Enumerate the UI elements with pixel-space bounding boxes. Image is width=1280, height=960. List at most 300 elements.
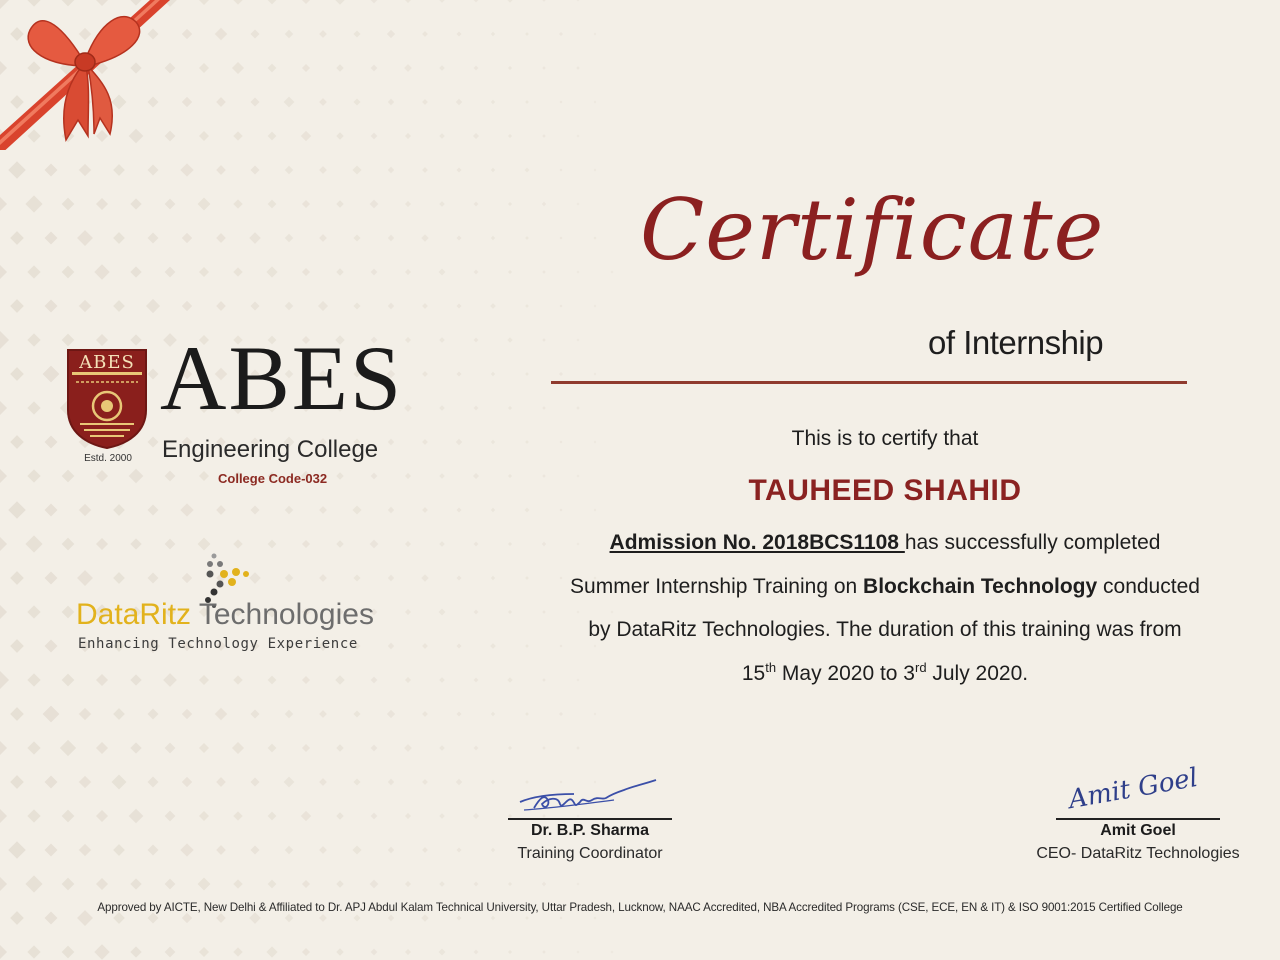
pattern-diamond: [336, 948, 343, 955]
pattern-diamond: [405, 269, 411, 275]
dataritz-tagline: Enhancing Technology Experience: [78, 636, 358, 652]
pattern-diamond: [388, 303, 394, 309]
pattern-diamond: [62, 878, 75, 891]
pattern-diamond: [370, 540, 379, 549]
pattern-diamond: [182, 29, 192, 39]
pattern-diamond: [353, 234, 360, 241]
pattern-diamond: [542, 202, 546, 206]
pattern-diamond: [405, 201, 411, 207]
pattern-diamond: [439, 609, 446, 616]
pattern-diamond: [388, 167, 394, 173]
pattern-diamond: [474, 950, 479, 955]
pattern-diamond: [525, 304, 529, 308]
pattern-diamond: [336, 64, 343, 71]
pattern-diamond: [165, 539, 176, 550]
pattern-diamond: [285, 302, 293, 310]
pattern-diamond: [27, 605, 40, 618]
pattern-diamond: [371, 813, 378, 820]
pattern-diamond: [371, 745, 378, 752]
pattern-diamond: [507, 677, 512, 682]
pattern-diamond: [25, 195, 42, 212]
pattern-diamond: [577, 883, 580, 886]
pattern-diamond: [113, 232, 125, 244]
pattern-diamond: [79, 504, 91, 516]
signatory-1-role: Training Coordinator: [517, 845, 663, 862]
pattern-diamond: [199, 743, 209, 753]
pattern-diamond: [250, 165, 259, 174]
pattern-diamond: [96, 538, 108, 550]
pattern-diamond: [353, 914, 360, 921]
pattern-diamond: [353, 710, 360, 717]
pattern-diamond: [27, 333, 40, 346]
pattern-diamond: [353, 778, 360, 785]
pattern-diamond: [180, 163, 193, 176]
pattern-diamond: [388, 507, 394, 513]
pattern-diamond: [577, 339, 580, 342]
pattern-diamond: [456, 303, 461, 308]
pattern-diamond: [266, 266, 277, 277]
pattern-diamond: [79, 164, 91, 176]
pattern-diamond: [129, 469, 144, 484]
pattern-diamond: [130, 538, 141, 549]
pattern-diamond: [62, 470, 75, 483]
pattern-diamond: [594, 713, 596, 715]
pattern-diamond: [319, 234, 327, 242]
pattern-diamond: [302, 64, 310, 72]
pattern-diamond: [147, 368, 158, 379]
pattern-diamond: [147, 436, 158, 447]
pattern-diamond: [268, 744, 277, 753]
pattern-diamond: [405, 609, 411, 615]
date-range-end: July 2020.: [926, 661, 1029, 685]
pattern-diamond: [44, 435, 57, 448]
pattern-diamond: [439, 949, 446, 956]
pattern-diamond: [353, 98, 360, 105]
pattern-diamond: [62, 606, 75, 619]
pattern-diamond: [542, 746, 545, 749]
pattern-diamond: [285, 914, 293, 922]
pattern-diamond: [198, 538, 211, 551]
pattern-diamond: [456, 507, 461, 512]
pattern-diamond: [250, 777, 259, 786]
pattern-diamond: [27, 809, 40, 822]
signature-line-1: [508, 818, 672, 820]
certificate-body: [520, 521, 1250, 695]
certificate-title: Certificate: [640, 181, 1105, 279]
pattern-diamond: [371, 677, 378, 684]
pattern-diamond: [233, 879, 242, 888]
pattern-diamond: [456, 643, 461, 648]
pattern-diamond: [594, 169, 596, 171]
college-code: College Code-032: [218, 471, 328, 486]
body-line3: by DataRitz Technologies. The duration of this training was from: [588, 618, 1182, 641]
pattern-diamond: [404, 744, 412, 752]
pattern-diamond: [268, 676, 277, 685]
pattern-diamond: [43, 706, 60, 723]
pattern-diamond: [180, 503, 193, 516]
pattern-diamond: [507, 0, 512, 3]
pattern-diamond: [491, 372, 495, 376]
pattern-diamond: [44, 843, 57, 856]
pattern-diamond: [594, 33, 596, 35]
pattern-diamond: [491, 440, 495, 444]
dataritz-name-part1: DataRitz: [76, 598, 192, 631]
pattern-diamond: [147, 776, 158, 787]
pattern-diamond: [233, 811, 242, 820]
pattern-diamond: [268, 132, 277, 141]
abes-crest-label: ABES: [79, 352, 135, 373]
pattern-diamond: [439, 0, 444, 3]
pattern-diamond: [301, 811, 311, 821]
pattern-diamond: [353, 30, 360, 37]
pattern-diamond: [216, 233, 226, 243]
pattern-diamond: [62, 538, 75, 551]
pattern-diamond: [456, 779, 463, 786]
pattern-diamond: [10, 231, 24, 245]
pattern-diamond: [302, 0, 310, 4]
pattern-diamond: [250, 29, 259, 38]
pattern-diamond: [439, 881, 444, 886]
pattern-diamond: [249, 232, 261, 244]
pattern-diamond: [0, 671, 9, 689]
pattern-diamond: [336, 744, 343, 751]
pattern-diamond: [611, 951, 614, 954]
pattern-diamond: [319, 98, 327, 106]
pattern-diamond: [352, 165, 361, 174]
pattern-diamond: [439, 745, 444, 750]
pattern-diamond: [474, 406, 479, 411]
pattern-diamond: [474, 202, 479, 207]
pattern-diamond: [508, 610, 512, 614]
pattern-diamond: [525, 32, 529, 36]
pattern-diamond: [0, 469, 7, 483]
pattern-diamond: [576, 746, 580, 750]
date-range-mid: May 2020 to 3: [776, 661, 915, 685]
pattern-diamond: [405, 881, 411, 887]
start-day: 15: [741, 661, 766, 685]
pattern-diamond: [302, 200, 310, 208]
pattern-diamond: [96, 470, 108, 482]
pattern-diamond: [96, 810, 108, 822]
pattern-diamond: [456, 711, 461, 716]
pattern-diamond: [285, 166, 293, 174]
pattern-diamond: [335, 0, 345, 5]
ribbon-bow-icon: [0, 0, 170, 150]
admission-number: Admission No. 2018BCS1108: [609, 531, 905, 554]
pattern-diamond: [285, 574, 293, 582]
pattern-diamond: [147, 912, 158, 923]
pattern-diamond: [199, 811, 209, 821]
pattern-diamond: [0, 197, 7, 211]
pattern-diamond: [387, 30, 395, 38]
pattern-diamond: [388, 235, 394, 241]
pattern-diamond: [439, 473, 444, 478]
pattern-diamond: [129, 809, 144, 824]
pattern-diamond: [422, 303, 428, 309]
pattern-diamond: [439, 677, 444, 682]
pattern-diamond: [405, 949, 411, 955]
signatory-1-name: Dr. B.P. Sharma: [531, 822, 649, 839]
pattern-diamond: [491, 780, 495, 784]
course-name: Blockchain Technology: [863, 574, 1098, 598]
pattern-diamond: [542, 134, 545, 137]
pattern-diamond: [285, 846, 293, 854]
pattern-diamond: [250, 97, 259, 106]
pattern-diamond: [422, 31, 428, 37]
pattern-diamond: [473, 813, 479, 819]
pattern-diamond: [233, 947, 242, 956]
pattern-diamond: [96, 334, 108, 346]
pattern-diamond: [44, 571, 57, 584]
pattern-diamond: [0, 331, 9, 349]
pattern-diamond: [165, 947, 176, 958]
pattern-diamond: [439, 201, 444, 206]
pattern-diamond: [199, 675, 209, 685]
pattern-diamond: [422, 779, 428, 785]
pattern-diamond: [559, 916, 562, 919]
pattern-diamond: [130, 334, 141, 345]
pattern-diamond: [96, 674, 108, 686]
pattern-diamond: [233, 131, 242, 140]
pattern-diamond: [285, 30, 293, 38]
pattern-diamond: [130, 674, 141, 685]
pattern-diamond: [559, 236, 562, 239]
pattern-diamond: [165, 811, 176, 822]
pattern-diamond: [336, 812, 343, 819]
pattern-diamond: [422, 167, 428, 173]
pattern-diamond: [302, 744, 310, 752]
pattern-diamond: [199, 267, 209, 277]
pattern-diamond: [474, 338, 479, 343]
pattern-diamond: [216, 913, 226, 923]
pattern-diamond: [27, 945, 40, 958]
pattern-diamond: [302, 880, 310, 888]
pattern-diamond: [576, 406, 580, 410]
pattern-diamond: [388, 643, 394, 649]
pattern-diamond: [336, 540, 343, 547]
pattern-diamond: [388, 439, 394, 445]
pattern-diamond: [130, 742, 141, 753]
body-line2-pre: Summer Internship Training on: [570, 574, 864, 598]
pattern-diamond: [198, 878, 211, 891]
pattern-diamond: [611, 271, 614, 274]
pattern-diamond: [44, 639, 57, 652]
pattern-diamond: [474, 610, 479, 615]
pattern-diamond: [456, 235, 461, 240]
pattern-diamond: [576, 66, 580, 70]
pattern-diamond: [8, 501, 26, 519]
pattern-diamond: [62, 266, 75, 279]
pattern-diamond: [456, 31, 461, 36]
pattern-diamond: [165, 879, 176, 890]
pattern-diamond: [353, 302, 360, 309]
pattern-diamond: [525, 372, 529, 376]
pattern-diamond: [302, 948, 310, 956]
pattern-diamond: [0, 605, 7, 619]
pattern-diamond: [113, 300, 125, 312]
pattern-diamond: [216, 165, 226, 175]
pattern-diamond: [525, 712, 529, 716]
pattern-diamond: [456, 439, 463, 446]
pattern-diamond: [199, 131, 209, 141]
pattern-diamond: [0, 537, 7, 551]
pattern-diamond: [0, 265, 7, 279]
pattern-diamond: [404, 64, 412, 72]
pattern-diamond: [285, 234, 293, 242]
pattern-diamond: [113, 844, 125, 856]
pattern-diamond: [216, 97, 226, 107]
pattern-diamond: [404, 404, 412, 412]
pattern-diamond: [147, 844, 158, 855]
pattern-diamond: [542, 882, 546, 886]
pattern-diamond: [577, 0, 580, 1]
pattern-diamond: [405, 473, 411, 479]
pattern-diamond: [147, 164, 158, 175]
pattern-diamond: [491, 32, 495, 36]
pattern-diamond: [43, 366, 60, 383]
pattern-diamond: [268, 880, 277, 889]
pattern-diamond: [62, 334, 75, 347]
pattern-diamond: [233, 539, 242, 548]
certify-intro: This is to certify that: [791, 427, 979, 450]
pattern-diamond: [182, 97, 192, 107]
pattern-diamond: [319, 846, 327, 854]
pattern-diamond: [421, 574, 428, 581]
pattern-diamond: [559, 508, 562, 511]
pattern-diamond: [508, 406, 512, 410]
pattern-diamond: [491, 576, 495, 580]
pattern-diamond: [147, 504, 158, 515]
pattern-diamond: [388, 99, 394, 105]
pattern-diamond: [250, 845, 259, 854]
pattern-diamond: [113, 572, 125, 584]
pattern-diamond: [301, 131, 311, 141]
pattern-diamond: [130, 266, 141, 277]
pattern-diamond: [439, 813, 444, 818]
pattern-diamond: [62, 674, 75, 687]
pattern-diamond: [542, 474, 545, 477]
pattern-diamond: [268, 64, 277, 73]
pattern-diamond: [0, 741, 7, 755]
body-line1-rest: has successfully completed: [904, 531, 1161, 554]
pattern-diamond: [439, 541, 444, 546]
pattern-diamond: [422, 439, 428, 445]
pattern-diamond: [405, 133, 411, 139]
accreditation-footer: Approved by AICTE, New Delhi & Affiliated to Dr. APJ Abdul Kalam Technical University, Uttar Pradesh, Lucknow, NAAC Accredited, NBA Accredited Programs (CSE, ECE, EN & IT) & ISO 9001:2015 Certified College: [97, 901, 1183, 914]
pattern-diamond: [319, 710, 327, 718]
pattern-diamond: [233, 0, 242, 5]
pattern-diamond: [371, 0, 378, 3]
pattern-diamond: [474, 270, 479, 275]
dataritz-logo-wordmark: [76, 600, 374, 630]
pattern-diamond: [113, 708, 125, 720]
pattern-diamond: [542, 950, 545, 953]
pattern-diamond: [199, 63, 209, 73]
pattern-diamond: [44, 503, 57, 516]
pattern-diamond: [456, 99, 463, 106]
pattern-diamond: [319, 166, 327, 174]
pattern-diamond: [319, 506, 327, 514]
pattern-diamond: [388, 779, 394, 785]
pattern-diamond: [388, 575, 394, 581]
pattern-diamond: [198, 198, 211, 211]
pattern-diamond: [542, 66, 545, 69]
pattern-diamond: [165, 267, 176, 278]
pattern-diamond: [10, 571, 24, 585]
pattern-diamond: [215, 28, 227, 40]
pattern-diamond: [353, 574, 360, 581]
pattern-diamond: [577, 951, 580, 954]
pattern-diamond: [79, 708, 91, 720]
pattern-diamond: [405, 541, 411, 547]
pattern-diamond: [285, 506, 293, 514]
pattern-diamond: [456, 575, 461, 580]
pattern-diamond: [336, 132, 343, 139]
pattern-diamond: [371, 949, 378, 956]
pattern-diamond: [96, 742, 108, 754]
pattern-diamond: [62, 946, 75, 959]
pattern-diamond: [302, 268, 310, 276]
pattern-diamond: [216, 505, 226, 515]
pattern-diamond: [405, 813, 411, 819]
pattern-diamond: [370, 200, 379, 209]
pattern-diamond: [559, 32, 563, 36]
pattern-diamond: [508, 270, 512, 274]
pattern-diamond: [250, 505, 259, 514]
pattern-diamond: [10, 435, 24, 449]
abes-logo-subtitle: Engineering College: [162, 436, 379, 463]
recipient-name: TAUHEED SHAHID: [748, 474, 1022, 507]
pattern-diamond: [77, 570, 93, 586]
pattern-diamond: [456, 847, 461, 852]
pattern-diamond: [335, 675, 345, 685]
pattern-diamond: [182, 777, 192, 787]
pattern-diamond: [130, 198, 141, 209]
pattern-diamond: [577, 271, 580, 274]
pattern-diamond: [594, 101, 596, 103]
pattern-diamond: [27, 401, 40, 414]
pattern-diamond: [405, 0, 411, 3]
body-line2-post: conducted: [1097, 574, 1200, 598]
pattern-diamond: [10, 707, 24, 721]
pattern-diamond: [542, 338, 545, 341]
pattern-diamond: [508, 474, 512, 478]
pattern-diamond: [508, 950, 512, 954]
pattern-diamond: [233, 267, 242, 276]
pattern-diamond: [318, 301, 328, 311]
pattern-diamond: [113, 164, 125, 176]
pattern-diamond: [439, 65, 444, 70]
pattern-diamond: [163, 673, 177, 687]
pattern-diamond: [268, 812, 277, 821]
pattern-diamond: [542, 0, 545, 2]
pattern-diamond: [182, 709, 192, 719]
pattern-diamond: [525, 236, 529, 240]
pattern-diamond: [508, 134, 512, 138]
pattern-diamond: [388, 915, 394, 921]
pattern-diamond: [525, 508, 530, 513]
pattern-diamond: [474, 882, 479, 887]
pattern-diamond: [233, 675, 242, 684]
pattern-diamond: [268, 0, 277, 4]
pattern-diamond: [593, 236, 596, 239]
pattern-diamond: [0, 945, 7, 959]
pattern-diamond: [336, 880, 343, 887]
pattern-diamond: [594, 305, 596, 307]
pattern-diamond: [233, 199, 242, 208]
pattern-diamond: [542, 270, 545, 273]
pattern-diamond: [216, 777, 226, 787]
